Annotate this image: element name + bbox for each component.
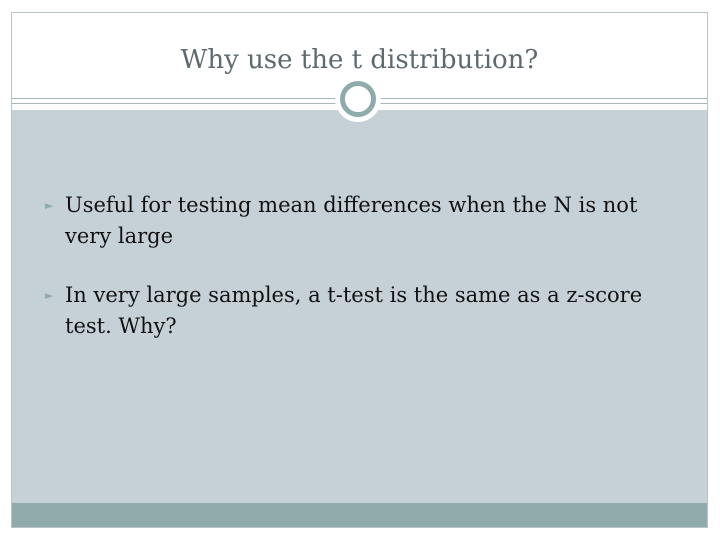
bullet-text: Useful for testing mean differences when the N is not very large xyxy=(65,193,638,248)
slide-title: Why use the t distribution? xyxy=(180,45,539,75)
circle-ring xyxy=(340,81,376,117)
bullet-arrow-icon: ► xyxy=(45,199,54,212)
bullet-text: In very large samples, a t-test is the same as a z-score test. Why? xyxy=(65,283,643,338)
bullet-list xyxy=(45,190,675,370)
bullet-item xyxy=(45,280,675,342)
bullet-arrow-icon: ► xyxy=(45,289,54,302)
footer-bar xyxy=(12,503,707,527)
bullet-item xyxy=(45,190,675,252)
circle-ornament-icon xyxy=(335,76,381,122)
